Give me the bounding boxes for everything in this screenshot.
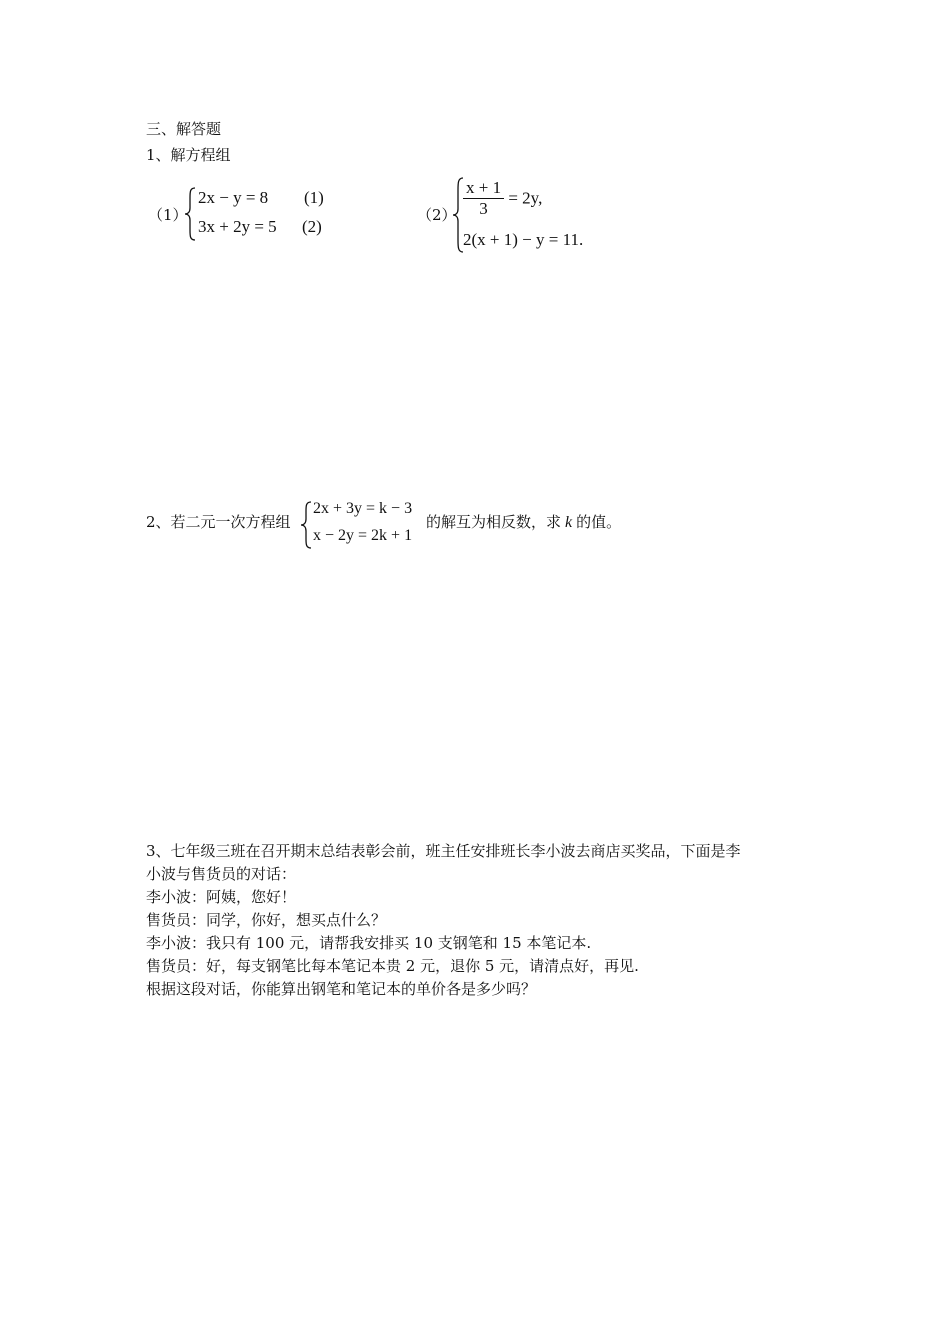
q2-prefix: 2、若二元一次方程组: [146, 513, 291, 531]
question-1-title: 1、解方程组: [146, 146, 231, 164]
section-title: 三、解答题: [146, 120, 222, 138]
q3-question: 根据这段对话，你能算出钢笔和笔记本的单价各是多少吗？: [146, 980, 537, 998]
q1-part2-fraction: [463, 178, 504, 219]
q2-eq1: 2x + 3y = k − 3: [313, 500, 413, 517]
q1-part1-brace: [184, 186, 198, 242]
q2-suffix-b: 的值。: [576, 513, 622, 531]
q1-part2-frac-num: x + 1: [463, 178, 504, 199]
q3-line-1: 3、七年级三班在召开期末总结表彰会前，班主任安排班长李小波去商店买奖品，下面是李: [146, 842, 741, 860]
q1-part1-label: （1）: [148, 206, 188, 224]
q3-dialogue-2: 售货员：同学，你好，想买点什么？: [146, 911, 387, 929]
q2-suffix-a: 的解互为相反数，求: [426, 513, 562, 531]
q1-part1-eq1: 2x − y = 8: [198, 188, 269, 207]
q1-part2-eq2: 2(x + 1) − y = 11.: [463, 230, 584, 249]
q3-dialogue-1: 李小波：阿姨，您好！: [146, 888, 297, 906]
q3-line-2: 小波与售货员的对话：: [146, 865, 297, 883]
q3-dialogue-3: 李小波：我只有 100 元，请帮我安排买 10 支钢笔和 15 本笔记本.: [146, 934, 592, 952]
q2-eq2: x − 2y = 2k + 1: [313, 527, 413, 544]
q2-suffix: [426, 511, 621, 534]
q1-part1-eq1-tag: (1): [304, 188, 324, 207]
q1-part1-eq2-tag: (2): [302, 217, 322, 236]
q1-part2-frac-den: 3: [479, 199, 488, 218]
q1-part1-eq2: 3x + 2y = 5: [198, 217, 277, 236]
q3-dialogue-4: 售货员：好，每支钢笔比每本笔记本贵 2 元，退你 5 元，请清点好，再见.: [146, 957, 639, 975]
q2-variable-k: k: [565, 514, 573, 531]
q2-brace: [300, 500, 314, 550]
q1-part2-eq1-rhs: = 2y,: [508, 188, 543, 208]
q1-part2-eq1: [463, 178, 542, 219]
q1-part2-label: （2）: [417, 206, 457, 224]
